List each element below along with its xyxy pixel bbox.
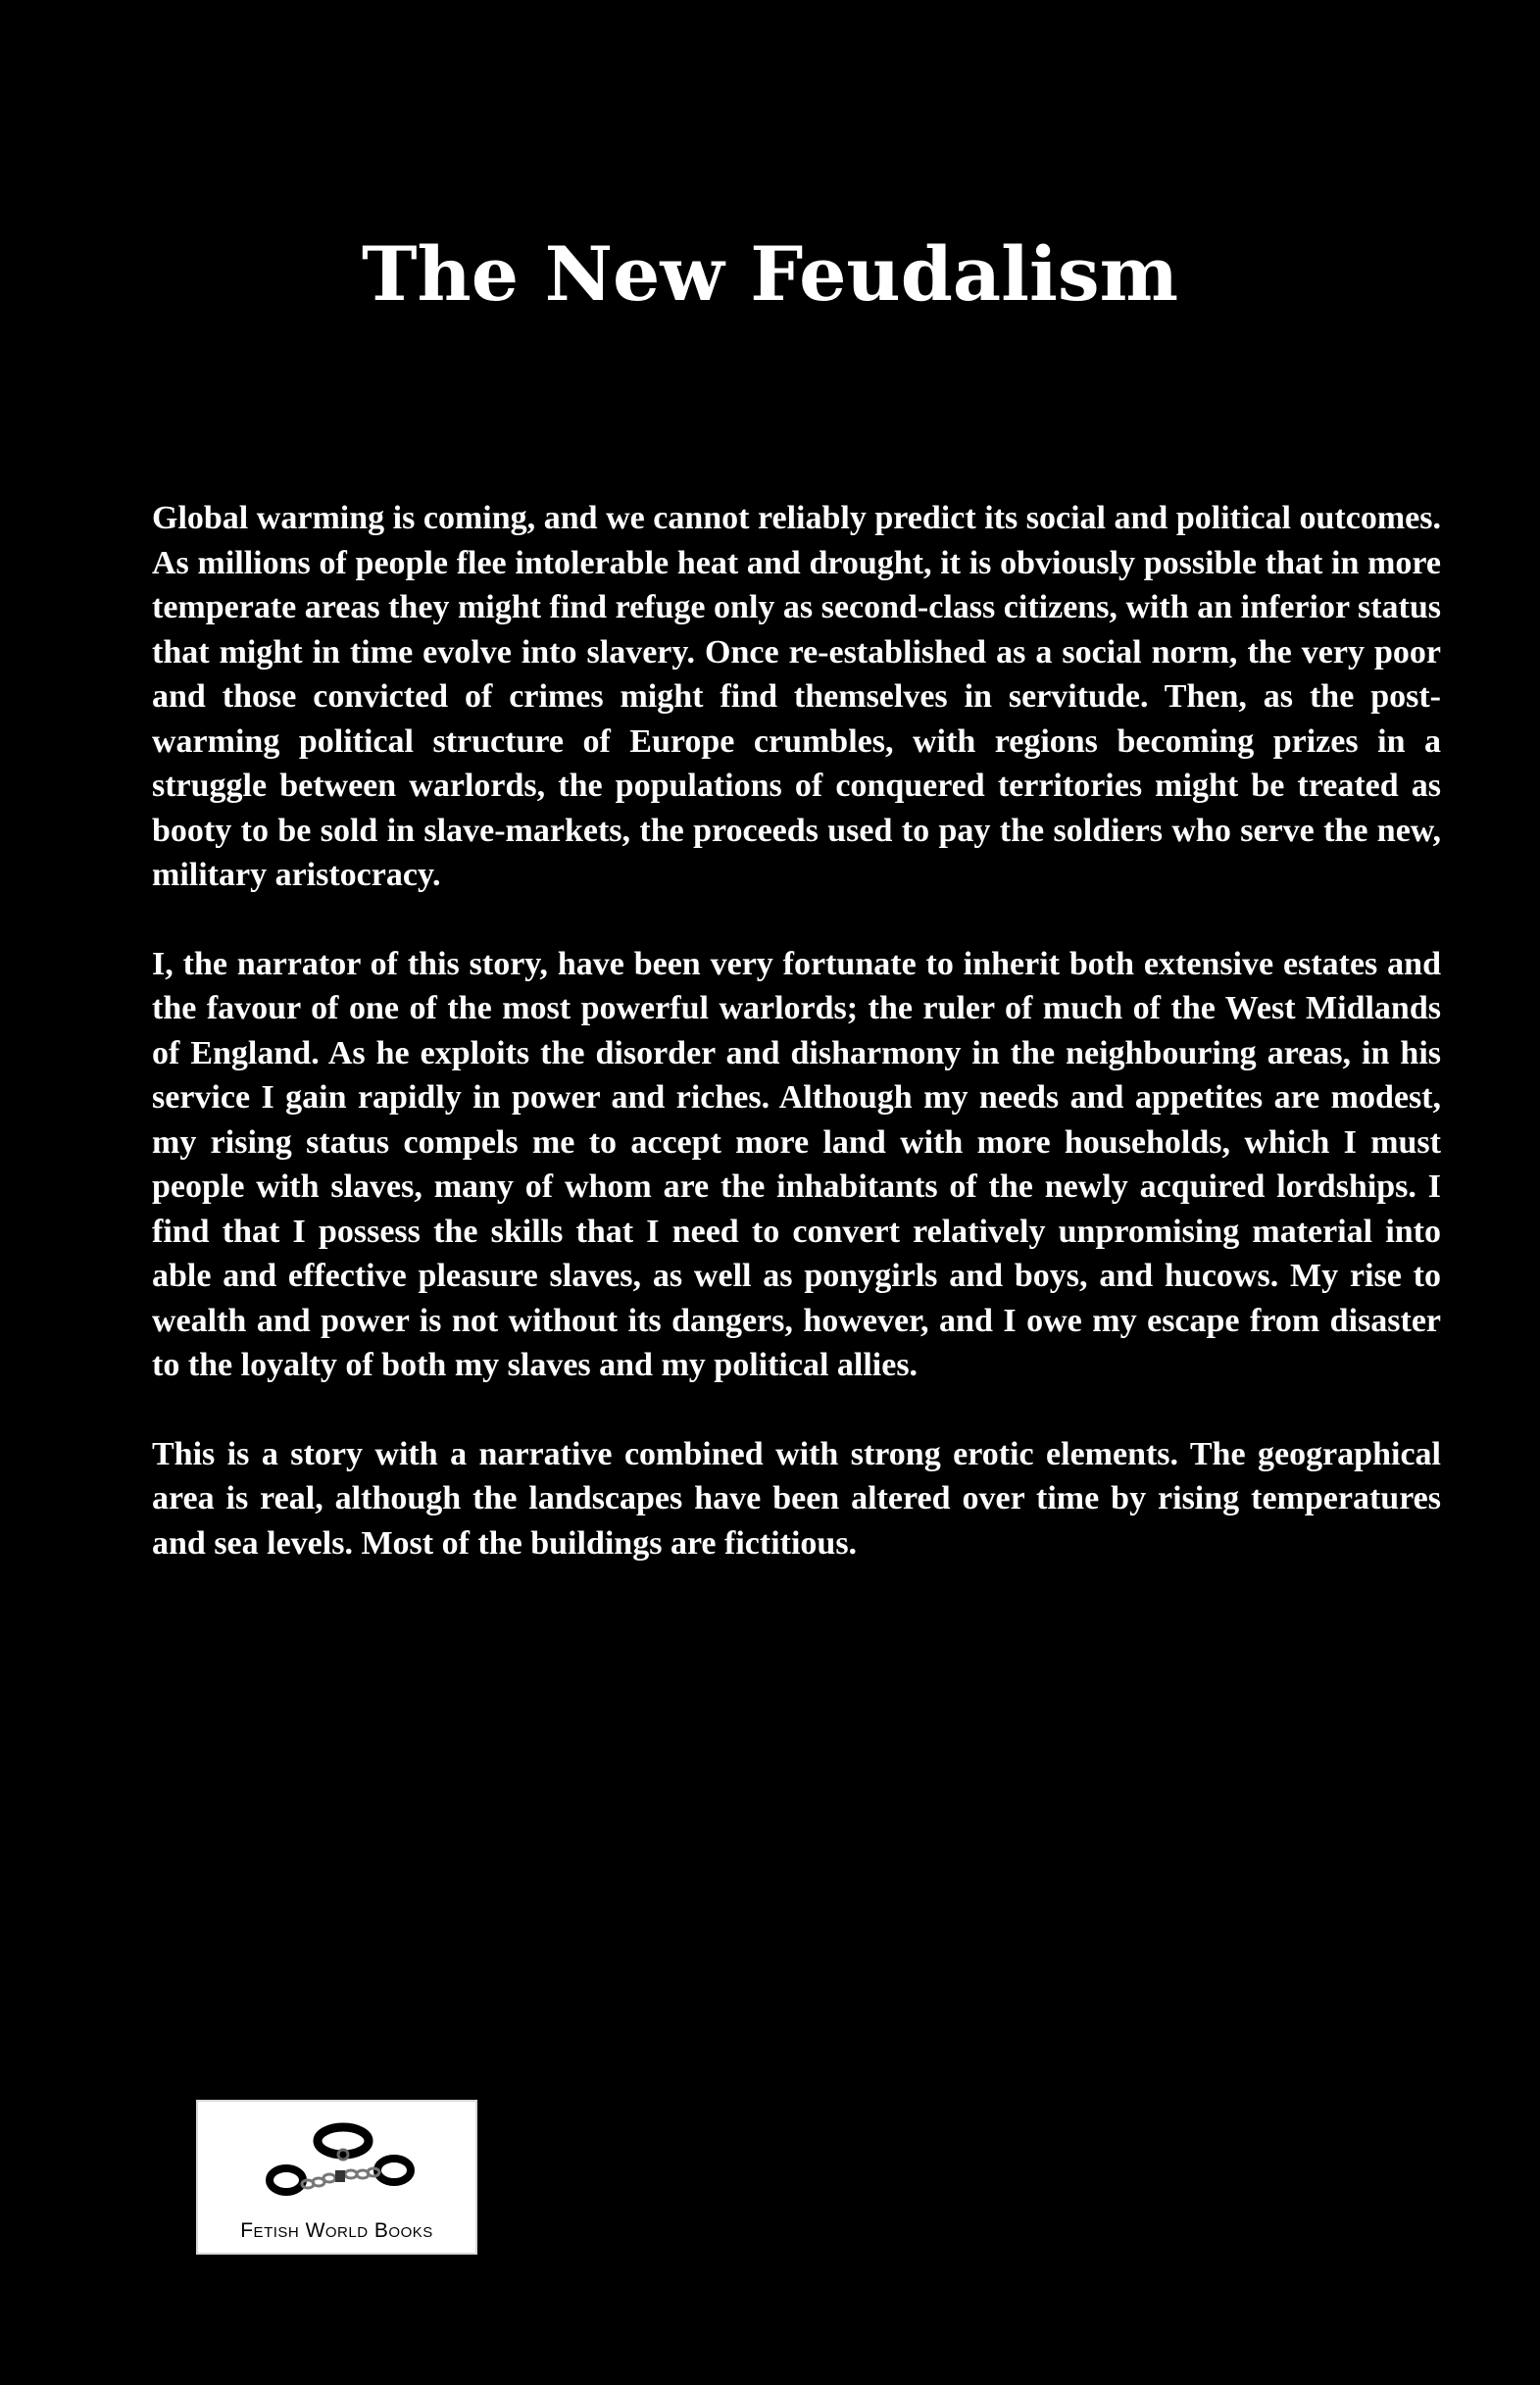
cuffs-and-collar-icon bbox=[257, 2115, 423, 2206]
publisher-logo bbox=[196, 2100, 477, 2255]
blurb-paragraph-2: I, the narrator of this story, have been very fortunate to inherit both extensive estates and the favour of one of the most powerful warlords; the ruler of much of the West Midlands of England. As he exploits the disorder and disharmony in the neighbouring areas, in his service I gain rapidly in power and riches. Although my needs and appetites are modest, my rising status compels me to accept more land with more households, which I must people with slaves, many of whom are the inhabitants of the newly acquired lordships. I find that I possess the skills that I need to convert relatively unpromising material into able and effective pleasure slaves, as well as ponygirls and boys, and hucows. My rise to wealth and power is not without its dangers, however, and I owe my escape from disaster to the loyalty of both my slaves and my political allies. bbox=[152, 945, 1441, 1383]
blurb-paragraph-1: Global warming is coming, and we cannot reliably predict its social and political outcomes. As millions of people flee intolerable heat and drought, it is obviously possible that in more temperate areas they might find refuge only as second-class citizens, with an inferior status that might in time evolve into slavery. Once re-established as a social norm, the very poor and those convicted of crimes might find themselves in servitude. Then, as the post-warming political structure of Europe crumbles, with regions becoming prizes in a struggle between warlords, the populations of conquered territories might be treated as booty to be sold in slave-markets, the proceeds used to pay the soldiers who serve the new, military aristocracy. bbox=[152, 500, 1441, 893]
blurb-paragraph-3: This is a story with a narrative combined with strong erotic elements. The geographical area is real, although the landscapes have been altered over time by rising temperatures and sea levels. Most of the buildings are fictitious. bbox=[152, 1435, 1441, 1562]
blurb bbox=[152, 496, 1441, 1610]
book-title: The New Feudalism bbox=[361, 230, 1179, 318]
publisher-name: Fetish World Books bbox=[240, 2219, 433, 2242]
